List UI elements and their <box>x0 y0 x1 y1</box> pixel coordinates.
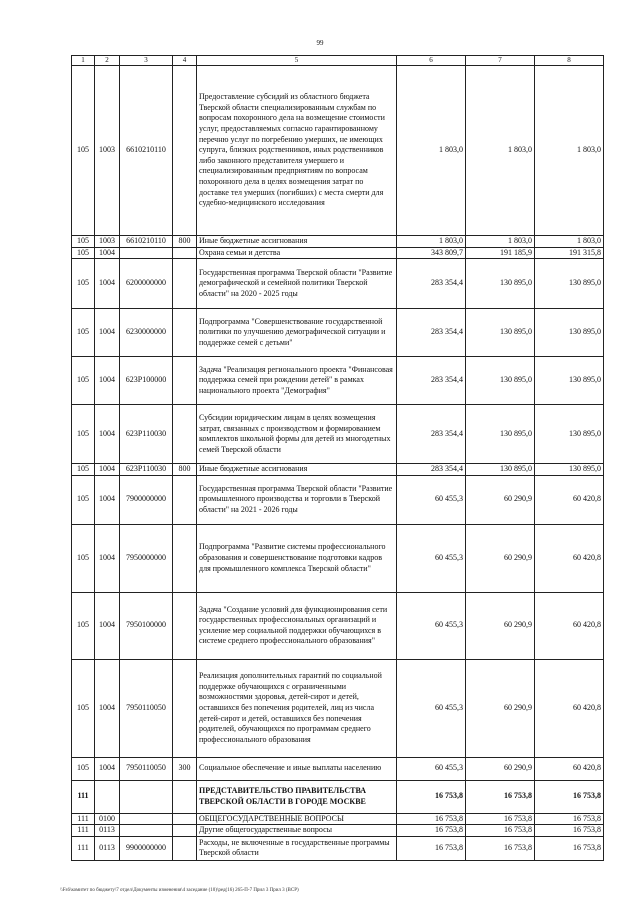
cell-section-code: 1003 <box>95 236 120 248</box>
cell-amount-year2: 130 895,0 <box>466 464 535 476</box>
cell-amount-year1: 60 455,3 <box>397 475 466 524</box>
cell-amount-year3: 16 753,8 <box>535 825 604 837</box>
cell-amount-year2: 191 185,9 <box>466 247 535 259</box>
cell-expense-type <box>173 66 197 236</box>
cell-admin-code: 111 <box>72 813 95 825</box>
column-header-row <box>72 56 604 66</box>
page-number: 99 <box>316 39 324 47</box>
cell-item-name: Охрана семьи и детства <box>197 247 397 259</box>
cell-expense-type: 800 <box>173 236 197 248</box>
cell-expense-type <box>173 836 197 860</box>
cell-amount-year1: 283 354,4 <box>397 259 466 309</box>
cell-amount-year3: 60 420,8 <box>535 659 604 757</box>
cell-amount-year2: 60 290,9 <box>466 757 535 780</box>
cell-amount-year2: 130 895,0 <box>466 259 535 309</box>
cell-section-code: 1004 <box>95 357 120 405</box>
cell-admin-code: 105 <box>72 259 95 309</box>
cell-target-code <box>120 247 173 259</box>
cell-item-name: Подпрограмма "Совершенствование государственной политики по улучшению демографической ситуации и поддержке семей с детьми" <box>197 309 397 357</box>
cell-admin-code: 105 <box>72 357 95 405</box>
cell-item-name: ПРЕДСТАВИТЕЛЬСТВО ПРАВИТЕЛЬСТВА ТВЕРСКОЙ ОБЛАСТИ В ГОРОДЕ МОСКВЕ <box>197 780 397 813</box>
cell-amount-year2: 130 895,0 <box>466 309 535 357</box>
column-header: 5 <box>197 56 397 66</box>
cell-item-name: Предоставление субсидий из областного бюджета Тверской области специализированным службам по вопросам похоронного дела на возмещение стоимости услуг, предоставляемых согласно гарантированному перечню услуг по погребению умерших, не имеющих супруга, близких родственников, иных родственников либо законного представителя умершего и специализированным предприятиям по вопросам похоронного дела в целях возмещения затрат по доставке тел умерших (погибших) с места смерти для судебно-медицинского исследования <box>197 66 397 236</box>
cell-admin-code: 105 <box>72 236 95 248</box>
cell-amount-year1: 283 354,4 <box>397 405 466 464</box>
table-row <box>72 592 604 659</box>
cell-expense-type <box>173 405 197 464</box>
cell-amount-year3: 1 803,0 <box>535 236 604 248</box>
cell-amount-year3: 60 420,8 <box>535 524 604 592</box>
cell-expense-type: 800 <box>173 464 197 476</box>
cell-amount-year1: 343 809,7 <box>397 247 466 259</box>
cell-item-name: Социальное обеспечение и иные выплаты населению <box>197 757 397 780</box>
cell-expense-type <box>173 780 197 813</box>
cell-target-code <box>120 825 173 837</box>
cell-amount-year2: 130 895,0 <box>466 405 535 464</box>
cell-section-code: 0113 <box>95 836 120 860</box>
cell-item-name: Государственная программа Тверской области "Развитие промышленного производства и торговли в Тверской области" на 2021 - 2026 годы <box>197 475 397 524</box>
cell-target-code: 7950110050 <box>120 659 173 757</box>
cell-amount-year1: 283 354,4 <box>397 464 466 476</box>
cell-item-name: ОБЩЕГОСУДАРСТВЕННЫЕ ВОПРОСЫ <box>197 813 397 825</box>
cell-amount-year2: 1 803,0 <box>466 66 535 236</box>
table-row <box>72 236 604 248</box>
cell-amount-year1: 283 354,4 <box>397 357 466 405</box>
table-body <box>72 66 604 861</box>
cell-item-name: Другие общегосударственные вопросы <box>197 825 397 837</box>
table-row <box>72 464 604 476</box>
cell-amount-year2: 60 290,9 <box>466 475 535 524</box>
cell-expense-type <box>173 475 197 524</box>
cell-admin-code: 105 <box>72 66 95 236</box>
cell-amount-year1: 1 803,0 <box>397 66 466 236</box>
cell-item-name: Иные бюджетные ассигнования <box>197 464 397 476</box>
table-row <box>72 524 604 592</box>
cell-amount-year2: 60 290,9 <box>466 592 535 659</box>
cell-amount-year1: 283 354,4 <box>397 309 466 357</box>
cell-amount-year2: 16 753,8 <box>466 813 535 825</box>
cell-amount-year2: 60 290,9 <box>466 659 535 757</box>
cell-target-code: 7950000000 <box>120 524 173 592</box>
cell-amount-year1: 60 455,3 <box>397 757 466 780</box>
cell-target-code: 7900000000 <box>120 475 173 524</box>
cell-amount-year3: 130 895,0 <box>535 259 604 309</box>
cell-amount-year2: 16 753,8 <box>466 780 535 813</box>
cell-expense-type <box>173 524 197 592</box>
cell-amount-year1: 60 455,3 <box>397 524 466 592</box>
cell-expense-type <box>173 259 197 309</box>
cell-expense-type <box>173 247 197 259</box>
table-row <box>72 659 604 757</box>
cell-amount-year1: 1 803,0 <box>397 236 466 248</box>
cell-admin-code: 105 <box>72 405 95 464</box>
cell-section-code: 1004 <box>95 524 120 592</box>
cell-section-code: 0113 <box>95 825 120 837</box>
cell-amount-year2: 16 753,8 <box>466 825 535 837</box>
file-path-footer: \\Fs6\комитет по бюджету\7 отдел\Документы изменения\4 заседание (10)\ред(16) 265-П-7 Прил 3 Прил 3 (ВСР) <box>60 888 299 893</box>
cell-amount-year1: 16 753,8 <box>397 813 466 825</box>
cell-section-code: 1004 <box>95 309 120 357</box>
table-row <box>72 66 604 236</box>
cell-target-code <box>120 813 173 825</box>
cell-section-code: 1004 <box>95 259 120 309</box>
table-row <box>72 259 604 309</box>
cell-target-code: 7950100000 <box>120 592 173 659</box>
cell-amount-year3: 130 895,0 <box>535 309 604 357</box>
cell-target-code: 623P110030 <box>120 405 173 464</box>
cell-item-name: Субсидии юридическим лицам в целях возмещения затрат, связанных с производством и формированием комплектов школьной формы для детей из многодетных семей Тверской области <box>197 405 397 464</box>
cell-expense-type <box>173 813 197 825</box>
cell-target-code: 9900000000 <box>120 836 173 860</box>
cell-item-name: Подпрограмма "Развитие системы профессионального образования и совершенствование подготовки кадров для промышленного комплекса Тверской области" <box>197 524 397 592</box>
cell-section-code: 1004 <box>95 475 120 524</box>
cell-admin-code: 105 <box>72 659 95 757</box>
cell-amount-year3: 1 803,0 <box>535 66 604 236</box>
table-row <box>72 357 604 405</box>
cell-item-name: Расходы, не включенные в государственные программы Тверской области <box>197 836 397 860</box>
table-row <box>72 780 604 813</box>
cell-amount-year3: 16 753,8 <box>535 813 604 825</box>
cell-expense-type <box>173 309 197 357</box>
cell-item-name: Задача "Создание условий для функционирования сети государственных профессиональных организаций и усиление мер социальной поддержки обучающихся в системе среднего профессионального образования" <box>197 592 397 659</box>
cell-section-code: 1004 <box>95 659 120 757</box>
table-row <box>72 813 604 825</box>
cell-amount-year3: 130 895,0 <box>535 464 604 476</box>
cell-admin-code: 111 <box>72 825 95 837</box>
cell-admin-code: 111 <box>72 836 95 860</box>
cell-target-code: 6230000000 <box>120 309 173 357</box>
cell-admin-code: 105 <box>72 464 95 476</box>
cell-amount-year3: 130 895,0 <box>535 405 604 464</box>
cell-section-code: 0100 <box>95 813 120 825</box>
cell-amount-year3: 16 753,8 <box>535 780 604 813</box>
cell-amount-year2: 130 895,0 <box>466 357 535 405</box>
cell-expense-type <box>173 357 197 405</box>
cell-amount-year3: 130 895,0 <box>535 357 604 405</box>
cell-section-code: 1004 <box>95 247 120 259</box>
budget-table <box>71 55 604 861</box>
cell-amount-year1: 16 753,8 <box>397 780 466 813</box>
cell-amount-year1: 60 455,3 <box>397 659 466 757</box>
column-header: 3 <box>120 56 173 66</box>
table-row <box>72 836 604 860</box>
cell-item-name: Государственная программа Тверской области "Развитие демографической и семейной политики Тверской области" на 2020 - 2025 годы <box>197 259 397 309</box>
cell-expense-type <box>173 592 197 659</box>
cell-amount-year3: 191 315,8 <box>535 247 604 259</box>
table-row <box>72 825 604 837</box>
column-header: 6 <box>397 56 466 66</box>
cell-amount-year3: 16 753,8 <box>535 836 604 860</box>
cell-target-code: 623P100000 <box>120 357 173 405</box>
cell-amount-year3: 60 420,8 <box>535 475 604 524</box>
table-row <box>72 309 604 357</box>
cell-amount-year2: 1 803,0 <box>466 236 535 248</box>
cell-amount-year1: 60 455,3 <box>397 592 466 659</box>
table-row <box>72 475 604 524</box>
cell-admin-code: 105 <box>72 592 95 659</box>
cell-target-code <box>120 780 173 813</box>
cell-amount-year3: 60 420,8 <box>535 757 604 780</box>
cell-section-code <box>95 780 120 813</box>
cell-admin-code: 105 <box>72 475 95 524</box>
cell-target-code: 7950110050 <box>120 757 173 780</box>
cell-admin-code: 105 <box>72 757 95 780</box>
table-row <box>72 405 604 464</box>
cell-target-code: 6610210110 <box>120 236 173 248</box>
cell-section-code: 1004 <box>95 592 120 659</box>
cell-amount-year1: 16 753,8 <box>397 825 466 837</box>
cell-section-code: 1004 <box>95 405 120 464</box>
cell-target-code: 623P110030 <box>120 464 173 476</box>
cell-section-code: 1004 <box>95 464 120 476</box>
cell-expense-type: 300 <box>173 757 197 780</box>
cell-admin-code: 105 <box>72 524 95 592</box>
column-header: 8 <box>535 56 604 66</box>
table-row <box>72 757 604 780</box>
cell-expense-type <box>173 659 197 757</box>
cell-section-code: 1003 <box>95 66 120 236</box>
cell-target-code: 6200000000 <box>120 259 173 309</box>
cell-amount-year2: 60 290,9 <box>466 524 535 592</box>
cell-section-code: 1004 <box>95 757 120 780</box>
cell-admin-code: 111 <box>72 780 95 813</box>
cell-item-name: Иные бюджетные ассигнования <box>197 236 397 248</box>
cell-amount-year1: 16 753,8 <box>397 836 466 860</box>
cell-expense-type <box>173 825 197 837</box>
cell-amount-year3: 60 420,8 <box>535 592 604 659</box>
cell-admin-code: 105 <box>72 247 95 259</box>
column-header: 1 <box>72 56 95 66</box>
column-header: 2 <box>95 56 120 66</box>
cell-item-name: Реализация дополнительных гарантий по социальной поддержке обучающихся с ограниченными возможностями здоровья, детей-сирот и детей, оставшихся без попечения родителей, лиц из числа детей-сирот и детей, оставшихся без попечения родителей, обучающихся по программам среднего профессионального образования <box>197 659 397 757</box>
cell-item-name: Задача "Реализация регионального проекта "Финансовая поддержка семей при рождении детей" в рамках национального проекта "Демография" <box>197 357 397 405</box>
table-row <box>72 247 604 259</box>
cell-amount-year2: 16 753,8 <box>466 836 535 860</box>
cell-admin-code: 105 <box>72 309 95 357</box>
column-header: 4 <box>173 56 197 66</box>
cell-target-code: 6610210110 <box>120 66 173 236</box>
column-header: 7 <box>466 56 535 66</box>
